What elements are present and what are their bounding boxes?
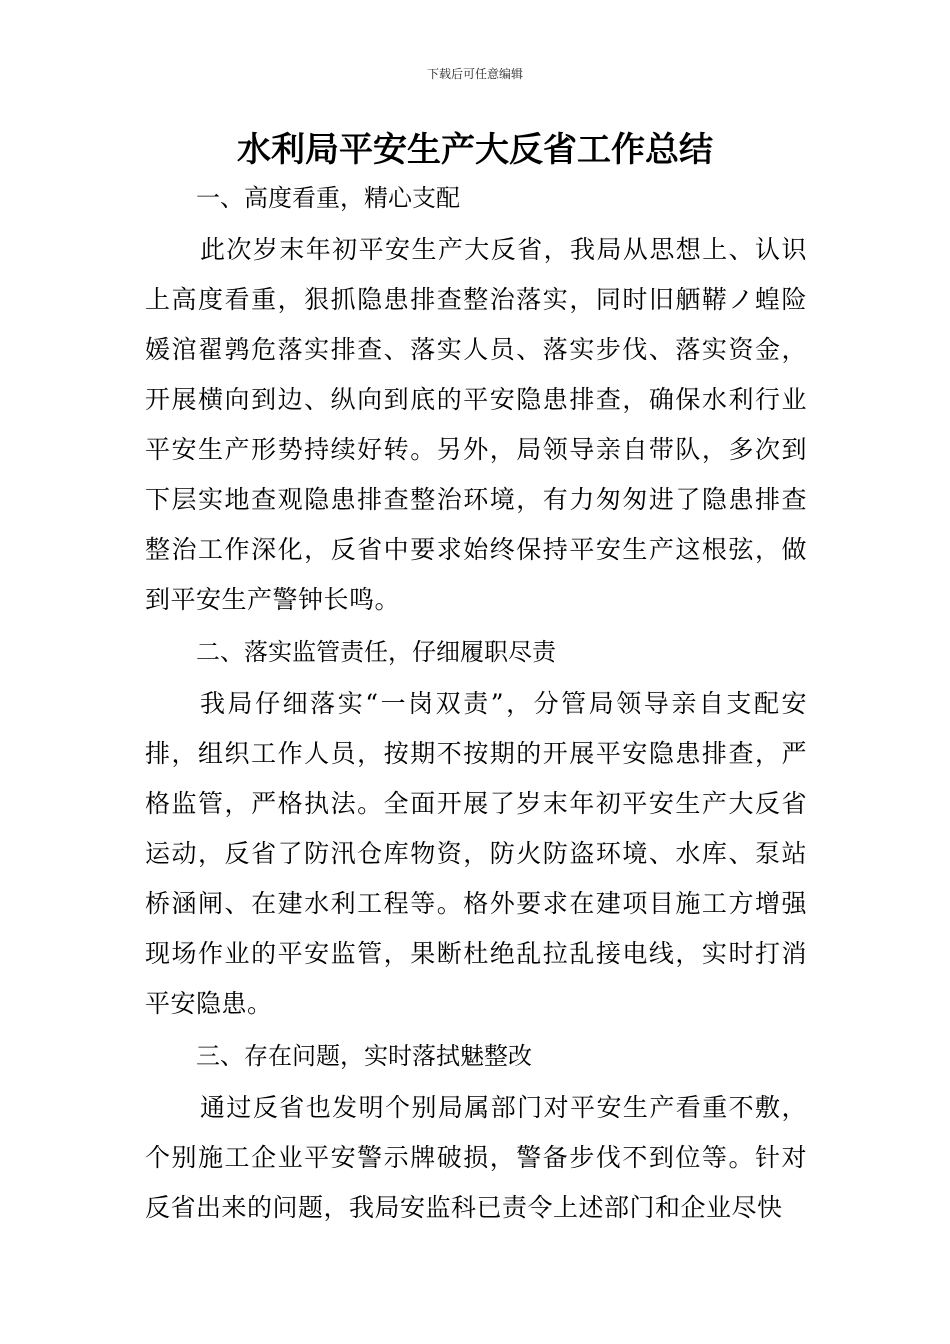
section-paragraph-1: 此次岁末年初平安生产大反省，我局从思想上、认识上高度看重，狠抓隐患排查整治落实，同时旧舾鞯ノ蝗险媛涫翟鹑危落实排查、落实人员、落实步伐、落实资金，开展横向到边、纵向到底的平安隐患排查，确保水利行业平安生产形势持续好转。另外，局领导亲自带队，多次到下层实地查观隐患排查整治环境，有力匆匆进了隐患排查整治工作深化，反省中要求始终保持平安生产这根弦，做到平安生产警钟长鸣。: [145, 235, 807, 614]
section-paragraph-2: 我局仔细落实“一岗双责”，分管局领导亲自支配安排，组织工作人员，按期不按期的开展平安隐患排查，严格监管，严格执法。全面开展了岁末年初平安生产大反省运动，反省了防汛仓库物资，防火防盗环境、水库、泵站桥涵闸、在建水利工程等。格外要求在建项目施工方增强现场作业的平安监管，果断杜绝乱拉乱接电线，实时打消平安隐患。: [145, 689, 807, 1018]
document-title: 水利局平安生产大反省工作总结: [237, 130, 713, 170]
section-paragraph-3: 通过反省也发明个别局属部门对平安生产看重不敷，个别施工企业平安警示牌破损，警备步伐不到位等。针对反省出来的问题，我局安监科已责令上述部门和企业尽快: [145, 1093, 807, 1222]
document-body: [145, 177, 807, 1239]
section-heading-2: 二、落实监管责任，仔细履职尽责: [196, 638, 556, 666]
section-heading-1: 一、高度看重，精心支配: [196, 184, 460, 212]
header-note: 下载后可任意编辑: [426, 67, 523, 81]
section-heading-3: 三、存在问题，实时落拭魅整改: [196, 1042, 532, 1070]
